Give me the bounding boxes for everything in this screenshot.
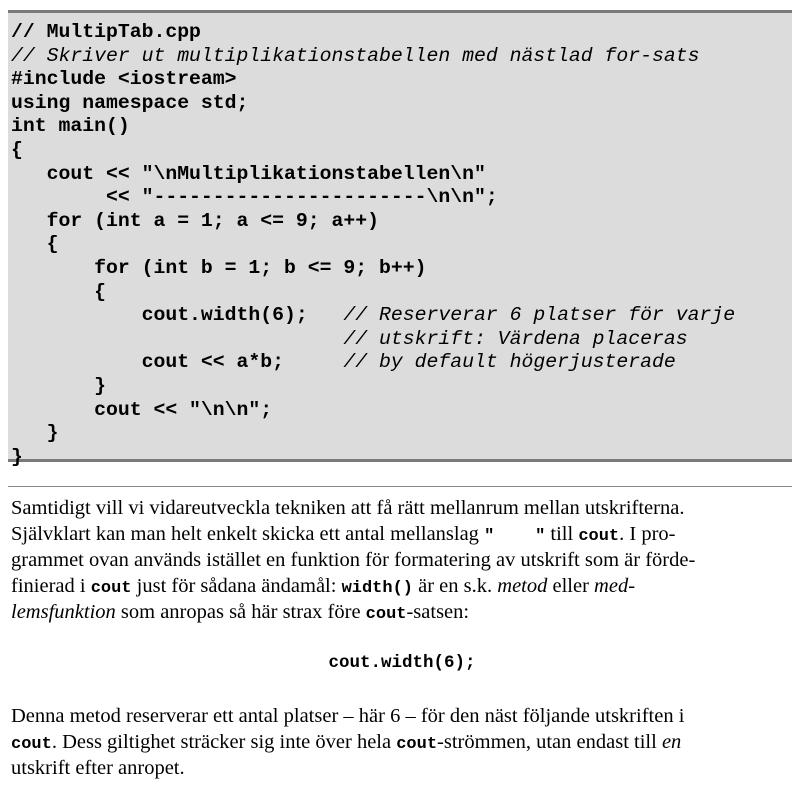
text-run: Självklart kan man helt enkelt skicka ett antal mellanslag xyxy=(11,523,485,545)
code-line xyxy=(11,68,791,92)
code-line xyxy=(11,186,791,210)
code-text: } xyxy=(11,445,23,468)
code-line xyxy=(11,422,791,446)
paragraph-1-line-3: grammet ovan används istället en funktion för formatering av utskrift som är förde- xyxy=(11,549,696,571)
section-divider xyxy=(8,486,792,487)
code-text: } xyxy=(11,422,59,445)
code-text: << "-----------------------\n\n"; xyxy=(11,186,498,209)
code-comment: // by default högerjusterade xyxy=(343,351,676,374)
inline-code-width: width() xyxy=(341,579,413,598)
code-text: cout << "\nMultiplikationstabellen\n" xyxy=(11,162,486,185)
code-comment: // utskrift: Värdena placeras xyxy=(343,327,688,350)
italic-term-metod: metod xyxy=(497,575,548,597)
code-text: { xyxy=(11,280,106,303)
code-text: { xyxy=(11,138,23,161)
code-text: cout << "\n\n"; xyxy=(11,398,273,421)
code-text: } xyxy=(11,374,106,397)
text-run: finierad i xyxy=(11,575,91,597)
paragraph-1-line-4 xyxy=(11,573,789,599)
text-run: som anropas så här strax före xyxy=(115,601,366,623)
code-text: for (int a = 1; a <= 9; a++) xyxy=(11,209,379,232)
code-line xyxy=(11,163,791,187)
paragraph-1-line-5 xyxy=(11,599,789,625)
inline-code-cout: cout xyxy=(365,605,407,624)
code-text xyxy=(11,328,343,350)
code-line xyxy=(11,351,791,375)
italic-term-med: med- xyxy=(594,575,636,597)
code-text: int main() xyxy=(11,115,130,138)
code-line xyxy=(11,233,791,257)
centered-code-example: cout.width(6); xyxy=(328,653,476,673)
text-run: -strömmen, utan endast till xyxy=(437,731,662,753)
code-line xyxy=(11,92,791,116)
text-run: . Dess giltighet sträcker sig inte över hela xyxy=(51,731,397,753)
code-line xyxy=(11,45,791,69)
code-line xyxy=(11,21,791,45)
paragraph-1-line-2 xyxy=(11,521,789,547)
text-run: -satsen: xyxy=(406,601,470,623)
code-line xyxy=(11,257,791,281)
code-line xyxy=(11,139,791,163)
code-text: // MultipTab.cpp xyxy=(11,21,201,43)
code-line xyxy=(11,328,791,352)
code-line xyxy=(11,210,791,234)
code-line xyxy=(11,115,791,139)
code-text: cout.width(6); xyxy=(11,304,344,327)
paragraph-2 xyxy=(11,703,789,781)
code-comment: // Skriver ut multiplikationstabellen med nästlad for-sats xyxy=(11,44,700,67)
text-run: är en s.k. xyxy=(413,575,498,597)
code-text: for (int b = 1; b <= 9; b++) xyxy=(11,256,427,279)
inline-code-cout: cout xyxy=(396,735,438,754)
inline-code-cout: cout xyxy=(11,735,52,754)
inline-code-spaces: " " xyxy=(484,527,546,546)
code-text: #include <iostream> xyxy=(11,68,237,91)
text-run: . I pro- xyxy=(619,523,676,545)
code-text: cout << a*b; xyxy=(11,351,344,374)
inline-code-cout: cout xyxy=(578,527,620,546)
text-run: just för sådana ändamål: xyxy=(131,575,342,597)
code-line xyxy=(11,304,791,328)
code-line xyxy=(11,375,791,399)
paragraph-1-line-1: Samtidigt vill vi vidareutveckla tekniken att få rätt mellanrum mellan utskrifterna. xyxy=(11,497,685,519)
code-listing xyxy=(11,21,791,469)
code-line xyxy=(11,446,791,470)
code-line xyxy=(11,399,791,423)
paragraph-2-line-1: Denna metod reserverar ett antal platser – här 6 – för den näst följande utskriften i xyxy=(11,705,685,727)
code-comment: // Reserverar 6 platser för varje xyxy=(343,304,736,327)
italic-term-en: en xyxy=(661,731,682,753)
text-run: till xyxy=(545,523,579,545)
code-line xyxy=(11,281,791,305)
paragraph-1 xyxy=(11,495,789,625)
italic-term-lemsfunktion: lemsfunktion xyxy=(11,601,116,623)
code-text: using namespace std; xyxy=(11,91,249,114)
text-run: eller xyxy=(547,575,595,597)
paragraph-2-line-3: utskrift efter anropet. xyxy=(11,757,185,779)
paragraph-2-line-2 xyxy=(11,729,789,755)
code-text: { xyxy=(11,233,59,256)
inline-code-cout: cout xyxy=(90,579,132,598)
